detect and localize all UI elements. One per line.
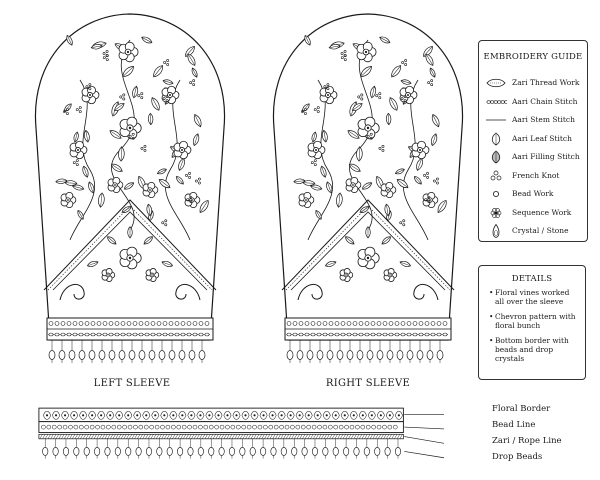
zari-thread-icon (485, 76, 507, 90)
drop-crystal (89, 351, 95, 360)
guide-item (479, 74, 587, 92)
drop-bead (229, 447, 234, 455)
floral-border-row (39, 408, 403, 422)
drop-bead (115, 447, 120, 455)
left-sleeve-drawing (20, 0, 240, 385)
leaf-motif (366, 227, 371, 238)
drop-bead (395, 447, 400, 455)
drop-bead (240, 447, 245, 455)
right-sleeve-label: RIGHT SLEEVE (325, 378, 411, 389)
guide-item (479, 130, 587, 148)
drop-bead (167, 447, 172, 455)
drop-bead (219, 447, 224, 455)
guide-item-label: Aari Stem Stitch (512, 115, 575, 124)
drop-bead (385, 447, 390, 455)
filling-stitch-icon (485, 150, 507, 164)
drop-crystal (129, 351, 135, 360)
drop-bead (53, 447, 58, 455)
drop-bead (74, 447, 79, 455)
drop-bead (136, 447, 141, 455)
drop-bead (271, 447, 276, 455)
drop-bead (333, 447, 338, 455)
drop-crystal (159, 351, 165, 360)
drop-bead (63, 447, 68, 455)
drop-crystal (69, 351, 75, 360)
drop-crystal (387, 351, 393, 360)
drop-crystal (179, 351, 185, 360)
drop-bead (323, 447, 328, 455)
drop-crystal (367, 351, 373, 360)
guide-item (479, 222, 587, 240)
drop-bead (354, 447, 359, 455)
leader-line (404, 451, 444, 457)
drop-crystal (337, 351, 343, 360)
sleeve-bottom-border (47, 318, 213, 363)
embroidery-guide-panel (478, 40, 588, 242)
leader-line (404, 437, 444, 444)
drop-bead (250, 447, 255, 455)
guide-item (479, 185, 587, 203)
drop-bead (312, 447, 317, 455)
drop-bead (281, 447, 286, 455)
drop-crystal (189, 351, 195, 360)
leaf-stitch-icon (485, 132, 507, 146)
guide-title: EMBROIDERY GUIDE (483, 52, 583, 62)
guide-item-label: Bead Work (512, 189, 554, 198)
guide-item (479, 167, 587, 185)
drop-bead (105, 447, 110, 455)
left-sleeve-label: LEFT SLEEVE (93, 378, 171, 389)
drop-bead (157, 447, 162, 455)
drop-bead (198, 447, 203, 455)
guide-item (479, 148, 587, 166)
drop-crystal (109, 351, 115, 360)
drop-bead (177, 447, 182, 455)
drop-bead (209, 447, 214, 455)
guide-item (479, 93, 587, 111)
drop-crystal (79, 351, 85, 360)
guide-item-label: Aari Chain Stitch (512, 96, 578, 106)
label-drop-beads: Drop Beads (492, 452, 543, 462)
drop-crystal (99, 351, 105, 360)
drop-crystal (169, 351, 175, 360)
drop-crystal (287, 351, 293, 360)
guide-item (479, 111, 587, 129)
guide-item-label: Sequence Work (512, 207, 572, 217)
label-floral-border: Floral Border (492, 404, 551, 414)
stem-stitch-icon (485, 113, 507, 127)
guide-item-label: Aari Filling Stitch (512, 152, 580, 161)
drop-crystal (199, 351, 205, 360)
guide-item-label: Crystal / Stone (512, 226, 569, 235)
guide-item (479, 204, 587, 222)
drop-crystal (307, 351, 313, 360)
drop-crystal (327, 351, 333, 360)
border-detail-drawing (38, 404, 444, 470)
drop-crystal (407, 351, 413, 360)
crystal-icon (485, 224, 507, 238)
drop-bead (292, 447, 297, 455)
drop-bead (343, 447, 348, 455)
details-title: DETAILS (511, 274, 553, 284)
drop-crystal (417, 351, 423, 360)
drop-bead (94, 447, 99, 455)
drop-crystal (357, 351, 363, 360)
drop-crystal (59, 351, 65, 360)
drop-bead (126, 447, 131, 455)
details-item: • Bottom border with beads and drop crystals (489, 336, 579, 363)
details-item: • Chevron pattern with floral bunch (489, 312, 579, 330)
drop-crystal (437, 351, 443, 360)
french-knot-icon (485, 169, 507, 183)
drop-bead (43, 447, 48, 455)
bead-icon (485, 187, 507, 201)
details-item: • Floral vines worked all over the sleeve (489, 288, 579, 306)
leaf-motif (128, 227, 133, 238)
drop-crystal (427, 351, 433, 360)
drop-bead (188, 447, 193, 455)
drop-bead (302, 447, 307, 455)
guide-item-label: Aari Leaf Stitch (512, 133, 572, 143)
guide-item-label: French Knot (512, 170, 560, 180)
drop-bead (260, 447, 265, 455)
drop-crystal (377, 351, 383, 360)
details-panel (478, 265, 586, 380)
right-sleeve-drawing (258, 0, 478, 385)
sequence-icon (485, 206, 507, 220)
drop-bead (146, 447, 151, 455)
drop-crystal (297, 351, 303, 360)
sleeve-bottom-border (285, 318, 451, 363)
drop-crystal (119, 351, 125, 360)
label-bead-line: Bead Line (492, 420, 536, 430)
drop-crystal (49, 351, 55, 360)
drop-crystal (317, 351, 323, 360)
guide-item-label: Zari Thread Work (512, 78, 580, 87)
drop-bead (84, 447, 89, 455)
drop-crystal (139, 351, 145, 360)
drop-bead (375, 447, 380, 455)
leader-line (404, 427, 444, 429)
drop-bead (364, 447, 369, 455)
label-zari-rope-line: Zari / Rope Line (492, 436, 562, 446)
chain-stitch-icon (485, 95, 507, 109)
drop-crystal (149, 351, 155, 360)
drop-crystal (347, 351, 353, 360)
drop-crystal (397, 351, 403, 360)
